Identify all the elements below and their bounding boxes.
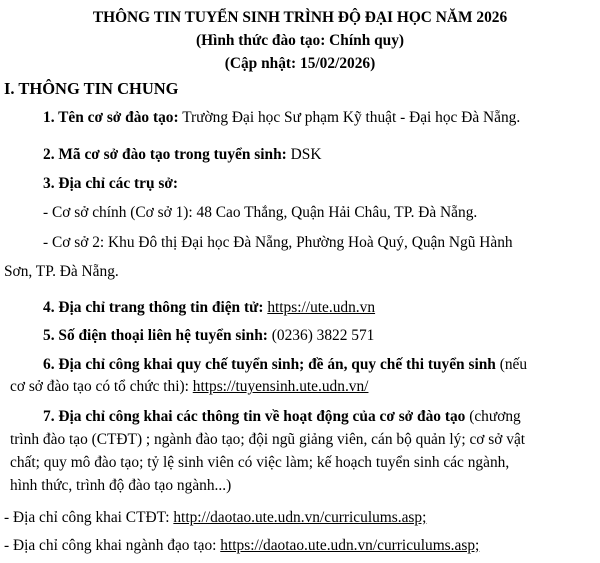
item-value: DSK: [286, 146, 322, 163]
item-institution-code: [43, 145, 600, 164]
item-label: 7. Địa chỉ công khai các thông tin về hoạt động của cơ sở đào tạo: [43, 408, 466, 425]
item-regulations-line2: [10, 377, 600, 396]
item-text: cơ sở đào tạo có tổ chức thi):: [10, 378, 193, 395]
update-date: (Cập nhật: 15/02/2026): [224, 55, 376, 72]
admissions-link[interactable]: https://tuyensinh.ute.udn.vn/: [192, 378, 369, 395]
item-phone: [43, 326, 600, 345]
curriculum-address: [4, 508, 600, 527]
majors-address: [4, 536, 600, 555]
item-label: 6. Địa chỉ công khai quy chế tuyển sinh; đề án, quy chế thi tuyển sinh: [43, 356, 496, 373]
item-activities-line4: hình thức, trình độ đào tạo ngành...): [10, 477, 232, 494]
campus-main: - Cơ sở chính (Cơ sở 1): 48 Cao Thắng, Quận Hải Châu, TP. Đà Nẵng.: [43, 204, 478, 221]
item-addresses: [43, 174, 600, 193]
phone-number: (0236) 3822 571: [267, 327, 375, 344]
campus-2-line2: Sơn, TP. Đà Nẵng.: [4, 263, 119, 280]
item-text: - Địa chỉ công khai ngành đạo tạo:: [4, 537, 221, 554]
item-institution-name: [43, 108, 600, 127]
campus-2-line1: - Cơ sở 2: Khu Đô thị Đại học Đà Nẵng, Phường Hoà Quý, Quận Ngũ Hành: [43, 234, 513, 251]
item-regulations: [43, 355, 600, 374]
item-suffix: (chương: [465, 408, 521, 425]
item-activities: [43, 407, 600, 426]
item-label: 3. Địa chỉ các trụ sở:: [43, 175, 179, 192]
item-text: - Địa chỉ công khai CTĐT:: [4, 509, 174, 526]
section-heading: I. THÔNG TIN CHUNG: [4, 79, 179, 98]
item-label: 4. Địa chỉ trang thông tin điện tử:: [43, 299, 264, 316]
item-label: 5. Số điện thoại liên hệ tuyển sinh:: [43, 327, 268, 344]
item-label: 2. Mã cơ sở đào tạo trong tuyển sinh:: [43, 146, 287, 163]
item-label: 1. Tên cơ sở đào tạo:: [43, 109, 179, 126]
item-activities-line3: chất; quy mô đào tạo; tỷ lệ sinh viên có việc làm; kế hoạch tuyển sinh các ngành,: [10, 454, 510, 471]
document-title: THÔNG TIN TUYỂN SINH TRÌNH ĐỘ ĐẠI HỌC NĂM 2026: [92, 9, 508, 26]
website-link[interactable]: https://ute.udn.vn: [267, 299, 376, 316]
document-subtitle: (Hình thức đào tạo: Chính quy): [195, 32, 405, 49]
curriculum-link[interactable]: http://daotao.ute.udn.vn/curriculums.asp;: [173, 509, 427, 526]
item-website: [43, 298, 600, 317]
item-activities-line2: trình đào tạo (CTĐT) ; ngành đào tạo; đội ngũ giảng viên, cán bộ quản lý; cơ sở vật: [10, 431, 526, 448]
item-suffix: (nếu: [495, 356, 528, 373]
item-value: Trường Đại học Sư phạm Kỹ thuật - Đại học Đà Nẵng.: [178, 109, 521, 126]
majors-link[interactable]: https://daotao.ute.udn.vn/curriculums.asp;: [220, 537, 480, 554]
